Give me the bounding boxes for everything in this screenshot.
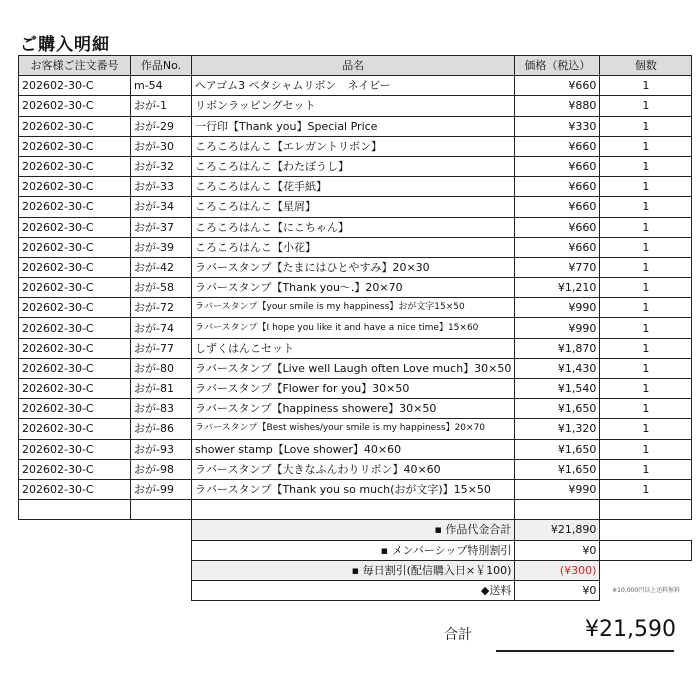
item-code-cell: m-54 xyxy=(131,76,192,96)
item-code-cell: おが-86 xyxy=(131,419,192,439)
price-cell: ¥1,320 xyxy=(515,419,600,439)
table-row xyxy=(19,177,692,197)
quantity-cell: 1 xyxy=(600,257,692,277)
item-name-cell: ころころはんこ【小花】 xyxy=(192,237,515,257)
price-cell: ¥1,650 xyxy=(515,459,600,479)
item-code-cell: おが-34 xyxy=(131,197,192,217)
item-name-cell: ラバースタンプ【Live well Laugh often Love much】30×50 xyxy=(192,358,515,378)
price-cell: ¥1,540 xyxy=(515,379,600,399)
item-code-cell: おが-93 xyxy=(131,439,192,459)
table-row xyxy=(19,459,692,479)
quantity-cell: 1 xyxy=(600,358,692,378)
item-code-cell: おが-1 xyxy=(131,96,192,116)
quantity-cell: 1 xyxy=(600,156,692,176)
order-number-cell: 202602-30-C xyxy=(19,156,131,176)
price-cell: ¥880 xyxy=(515,96,600,116)
item-name-cell: 一行印【Thank you】Special Price xyxy=(192,116,515,136)
quantity-cell: 1 xyxy=(600,298,692,318)
table-row xyxy=(19,116,692,136)
quantity-cell: 1 xyxy=(600,379,692,399)
item-name-cell: shower stamp【Love shower】40×60 xyxy=(192,439,515,459)
table-row xyxy=(19,96,692,116)
total-underline xyxy=(496,650,674,652)
empty-cell xyxy=(19,580,192,600)
item-name-cell: ラバースタンプ【I hope you like it and have a nice time】15×60 xyxy=(192,318,515,338)
quantity-cell: 1 xyxy=(600,399,692,419)
price-cell: ¥1,870 xyxy=(515,338,600,358)
price-cell: ¥660 xyxy=(515,136,600,156)
table-row xyxy=(19,76,692,96)
quantity-cell: 1 xyxy=(600,479,692,499)
item-name-cell: ころころはんこ【花手紙】 xyxy=(192,177,515,197)
order-number-cell: 202602-30-C xyxy=(19,257,131,277)
empty-cell xyxy=(600,560,692,580)
item-code-cell: おが-37 xyxy=(131,217,192,237)
price-cell: ¥660 xyxy=(515,76,600,96)
item-code-cell: おが-42 xyxy=(131,257,192,277)
price-cell: ¥1,430 xyxy=(515,358,600,378)
quantity-cell: 1 xyxy=(600,278,692,298)
member-discount-row xyxy=(19,540,692,560)
item-name-cell: ころころはんこ【星屑】 xyxy=(192,197,515,217)
total-value: ¥21,590 xyxy=(585,617,676,642)
item-code-cell: おが-32 xyxy=(131,156,192,176)
item-name-cell: ラバースタンプ【Best wishes/your smile is my happiness】20×70 xyxy=(192,419,515,439)
order-number-cell: 202602-30-C xyxy=(19,278,131,298)
empty-cell xyxy=(19,520,192,540)
item-code-cell: おが-98 xyxy=(131,459,192,479)
price-cell: ¥990 xyxy=(515,298,600,318)
table-row xyxy=(19,136,692,156)
blank-cell xyxy=(192,500,515,520)
subtotal-label: ▪ 作品代金合計 xyxy=(192,520,515,540)
item-name-cell: ラバースタンプ【大きなふんわりリボン】40×60 xyxy=(192,459,515,479)
quantity-cell: 1 xyxy=(600,318,692,338)
order-number-cell: 202602-30-C xyxy=(19,358,131,378)
table-header-row xyxy=(19,56,692,76)
item-name-cell: ラバースタンプ【happiness showere】30×50 xyxy=(192,399,515,419)
header-item-name: 品名 xyxy=(192,56,515,76)
order-number-cell: 202602-30-C xyxy=(19,197,131,217)
order-number-cell: 202602-30-C xyxy=(19,419,131,439)
item-name-cell: ころころはんこ【エレガントリボン】 xyxy=(192,136,515,156)
item-code-cell: おが-72 xyxy=(131,298,192,318)
header-order-no: お客様ご注文番号 xyxy=(19,56,131,76)
price-cell: ¥990 xyxy=(515,479,600,499)
price-cell: ¥660 xyxy=(515,197,600,217)
price-cell: ¥330 xyxy=(515,116,600,136)
item-code-cell: おが-74 xyxy=(131,318,192,338)
item-code-cell: おが-99 xyxy=(131,479,192,499)
item-name-cell: ラバースタンプ【たまにはひとやすみ】20×30 xyxy=(192,257,515,277)
quantity-cell: 1 xyxy=(600,459,692,479)
subtotal-value: ¥21,890 xyxy=(515,520,600,540)
table-row xyxy=(19,379,692,399)
page-title: ご購入明細 xyxy=(20,35,110,55)
price-cell: ¥660 xyxy=(515,217,600,237)
table-row xyxy=(19,298,692,318)
order-details-table xyxy=(18,55,692,601)
price-cell: ¥660 xyxy=(515,177,600,197)
shipping-label: ◆送料 xyxy=(192,580,515,600)
item-name-cell: しずくはんこセット xyxy=(192,338,515,358)
quantity-cell: 1 xyxy=(600,217,692,237)
table-row xyxy=(19,257,692,277)
price-cell: ¥660 xyxy=(515,237,600,257)
item-rows xyxy=(19,76,692,500)
order-number-cell: 202602-30-C xyxy=(19,217,131,237)
order-number-cell: 202602-30-C xyxy=(19,399,131,419)
order-number-cell: 202602-30-C xyxy=(19,76,131,96)
daily-discount-row xyxy=(19,560,692,580)
order-number-cell: 202602-30-C xyxy=(19,479,131,499)
table-row xyxy=(19,318,692,338)
blank-cell xyxy=(600,540,692,560)
subtotal-row xyxy=(19,520,692,540)
header-item-no: 作品No. xyxy=(131,56,192,76)
price-cell: ¥990 xyxy=(515,318,600,338)
table-row xyxy=(19,358,692,378)
empty-cell xyxy=(600,520,692,540)
table-row xyxy=(19,479,692,499)
shipping-value: ¥0 xyxy=(515,580,600,600)
order-number-cell: 202602-30-C xyxy=(19,379,131,399)
blank-cell xyxy=(515,500,600,520)
item-code-cell: おが-83 xyxy=(131,399,192,419)
order-number-cell: 202602-30-C xyxy=(19,136,131,156)
header-price: 価格（税込） xyxy=(515,56,600,76)
item-name-cell: リボンラッピングセット xyxy=(192,96,515,116)
blank-row xyxy=(19,500,692,520)
price-cell: ¥1,650 xyxy=(515,439,600,459)
blank-cell xyxy=(131,500,192,520)
item-name-cell: ラバースタンプ【Thank you so much(おが文字)】15×50 xyxy=(192,479,515,499)
empty-cell xyxy=(19,540,192,560)
daily-discount-value: (¥300) xyxy=(515,560,600,580)
table-row xyxy=(19,217,692,237)
order-number-cell: 202602-30-C xyxy=(19,298,131,318)
item-code-cell: おが-29 xyxy=(131,116,192,136)
table-row xyxy=(19,419,692,439)
blank-cell xyxy=(600,500,692,520)
table-row xyxy=(19,278,692,298)
order-number-cell: 202602-30-C xyxy=(19,318,131,338)
item-name-cell: ころころはんこ【にこちゃん】 xyxy=(192,217,515,237)
daily-discount-label: ▪ 毎日割引(配信購入日×￥100) xyxy=(192,560,515,580)
quantity-cell: 1 xyxy=(600,96,692,116)
item-code-cell: おが-80 xyxy=(131,358,192,378)
quantity-cell: 1 xyxy=(600,177,692,197)
item-name-cell: ころころはんこ【わたぼうし】 xyxy=(192,156,515,176)
member-discount-label: ▪ メンバーシップ特別割引 xyxy=(192,540,515,560)
blank-cell xyxy=(19,500,131,520)
item-name-cell: ヘアゴム3 ペタシャムリボン ネイビー xyxy=(192,76,515,96)
item-code-cell: おが-39 xyxy=(131,237,192,257)
member-discount-value: ¥0 xyxy=(515,540,600,560)
item-code-cell: おが-30 xyxy=(131,136,192,156)
table-row xyxy=(19,338,692,358)
shipping-note: ※10,000円以上送料無料 xyxy=(612,586,681,594)
shipping-row xyxy=(19,580,692,600)
quantity-cell: 1 xyxy=(600,197,692,217)
order-number-cell: 202602-30-C xyxy=(19,177,131,197)
header-quantity: 個数 xyxy=(600,56,692,76)
item-code-cell: おが-58 xyxy=(131,278,192,298)
order-number-cell: 202602-30-C xyxy=(19,96,131,116)
quantity-cell: 1 xyxy=(600,237,692,257)
item-code-cell: おが-33 xyxy=(131,177,192,197)
quantity-cell: 1 xyxy=(600,116,692,136)
order-number-cell: 202602-30-C xyxy=(19,439,131,459)
order-number-cell: 202602-30-C xyxy=(19,116,131,136)
item-name-cell: ラバースタンプ【Thank you～.】20×70 xyxy=(192,278,515,298)
table-row xyxy=(19,197,692,217)
quantity-cell: 1 xyxy=(600,419,692,439)
quantity-cell: 1 xyxy=(600,338,692,358)
quantity-cell: 1 xyxy=(600,136,692,156)
price-cell: ¥1,650 xyxy=(515,399,600,419)
quantity-cell: 1 xyxy=(600,439,692,459)
quantity-cell: 1 xyxy=(600,76,692,96)
order-number-cell: 202602-30-C xyxy=(19,338,131,358)
item-name-cell: ラバースタンプ【Flower for you】30×50 xyxy=(192,379,515,399)
order-number-cell: 202602-30-C xyxy=(19,237,131,257)
price-cell: ¥660 xyxy=(515,156,600,176)
empty-cell xyxy=(19,560,192,580)
total-label: 合計 xyxy=(444,627,472,643)
table-row xyxy=(19,439,692,459)
table-row xyxy=(19,156,692,176)
table-row xyxy=(19,399,692,419)
item-name-cell: ラバースタンプ【your smile is my happiness】おが文字15×50 xyxy=(192,298,515,318)
price-cell: ¥1,210 xyxy=(515,278,600,298)
item-code-cell: おが-81 xyxy=(131,379,192,399)
price-cell: ¥770 xyxy=(515,257,600,277)
order-number-cell: 202602-30-C xyxy=(19,459,131,479)
table-row xyxy=(19,237,692,257)
item-code-cell: おが-77 xyxy=(131,338,192,358)
